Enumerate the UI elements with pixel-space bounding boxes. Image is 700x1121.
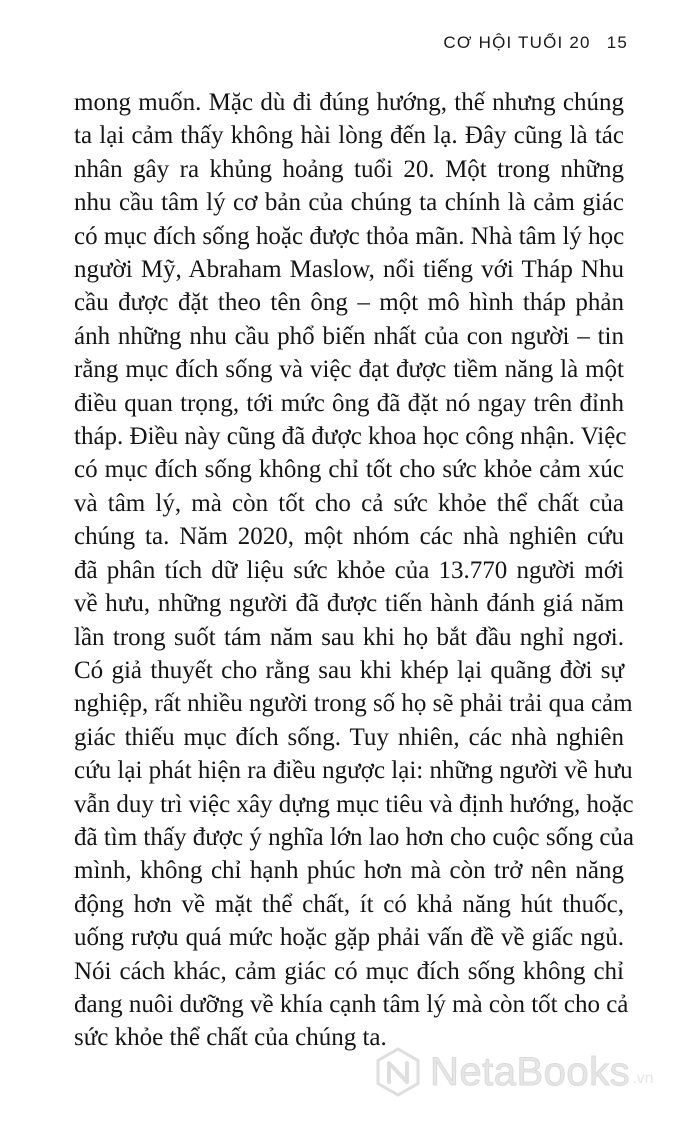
text-line: mình, không chỉ hạnh phúc hơn mà còn trở nên năng xyxy=(74,857,624,885)
text-line: tháp. Điều này cũng đã được khoa học công nhận. Việc xyxy=(74,423,627,451)
text-line: lần trong suốt tám năm sau khi họ bắt đầu nghỉ ngơi. xyxy=(74,623,624,651)
text-line: cứu lại phát hiện ra điều ngược lại: những người về hưu xyxy=(74,757,633,785)
running-header xyxy=(443,33,628,53)
body-paragraph xyxy=(74,86,635,1055)
text-line: ánh những nhu cầu phổ biến nhất của con người – tin xyxy=(74,322,624,350)
text-line: Có giả thuyết cho rằng sau khi khép lại quãng đời sự xyxy=(74,656,624,684)
text-line: giác thiếu mục đích sống. Tuy nhiên, các nhà nghiên xyxy=(74,723,624,751)
text-line: người Mỹ, Abraham Maslow, nổi tiếng với Tháp Nhu xyxy=(74,256,624,284)
text-line: có mục đích sống hoặc được thỏa mãn. Nhà tâm lý học xyxy=(74,222,625,250)
text-line: điều quan trọng, tới mức ông đã đặt nó ngay trên đỉnh xyxy=(74,389,624,417)
text-line: về hưu, những người đã được tiến hành đánh giá năm xyxy=(74,590,624,618)
text-line: vẫn duy trì việc xây dựng mục tiêu và định hướng, hoặc xyxy=(74,790,634,818)
text-line: và tâm lý, mà còn tốt cho cả sức khỏe thể chất của xyxy=(74,489,624,517)
netabooks-watermark xyxy=(372,1042,654,1102)
text-line: đang nuôi dưỡng về khía cạnh tâm lý mà còn tốt cho cả xyxy=(74,990,629,1018)
text-line: nghiệp, rất nhiều người trong số họ sẽ phải trải qua cảm xyxy=(74,690,633,718)
watermark-brand: NetaBooks xyxy=(430,1049,631,1094)
text-line: cầu được đặt theo tên ông – một mô hình tháp phản xyxy=(74,289,624,317)
text-line: nhân gây ra khủng hoảng tuổi 20. Một trong những xyxy=(74,155,624,183)
book-title: CƠ HỘI TUỔI 20 xyxy=(443,33,591,52)
text-line: nhu cầu tâm lý cơ bản của chúng ta chính là cảm giác xyxy=(74,189,624,217)
text-line: động hơn về mặt thể chất, ít có khả năng hút thuốc, xyxy=(74,890,624,918)
text-line: ta lại cảm thấy không hài lòng đến lạ. Đây cũng là tác xyxy=(74,122,624,150)
text-line: đã tìm thấy được ý nghĩa lớn lao hơn cho cuộc sống của xyxy=(74,823,635,851)
text-line: rằng mục đích sống và việc đạt được tiềm năng là một xyxy=(74,356,624,384)
watermark-suffix: .vn xyxy=(632,1070,654,1087)
text-line: mong muốn. Mặc dù đi đúng hướng, thế nhưng chúng xyxy=(74,89,624,116)
text-line: uống rượu quá mức hoặc gặp phải vấn đề về giấc ngủ. xyxy=(74,924,624,952)
text-line: Nói cách khác, cảm giác có mục đích sống không chỉ xyxy=(74,957,624,985)
text-line: đã phân tích dữ liệu sức khỏe của 13.770 người mới xyxy=(74,556,624,584)
page-number: 15 xyxy=(606,33,628,52)
text-line: chúng ta. Năm 2020, một nhóm các nhà nghiên cứu xyxy=(74,523,624,551)
netabooks-n-logo-icon xyxy=(372,1046,424,1098)
text-line: có mục đích sống không chỉ tốt cho sức khỏe cảm xúc xyxy=(74,456,624,484)
text-line: sức khỏe thể chất của chúng ta. xyxy=(74,1024,387,1052)
